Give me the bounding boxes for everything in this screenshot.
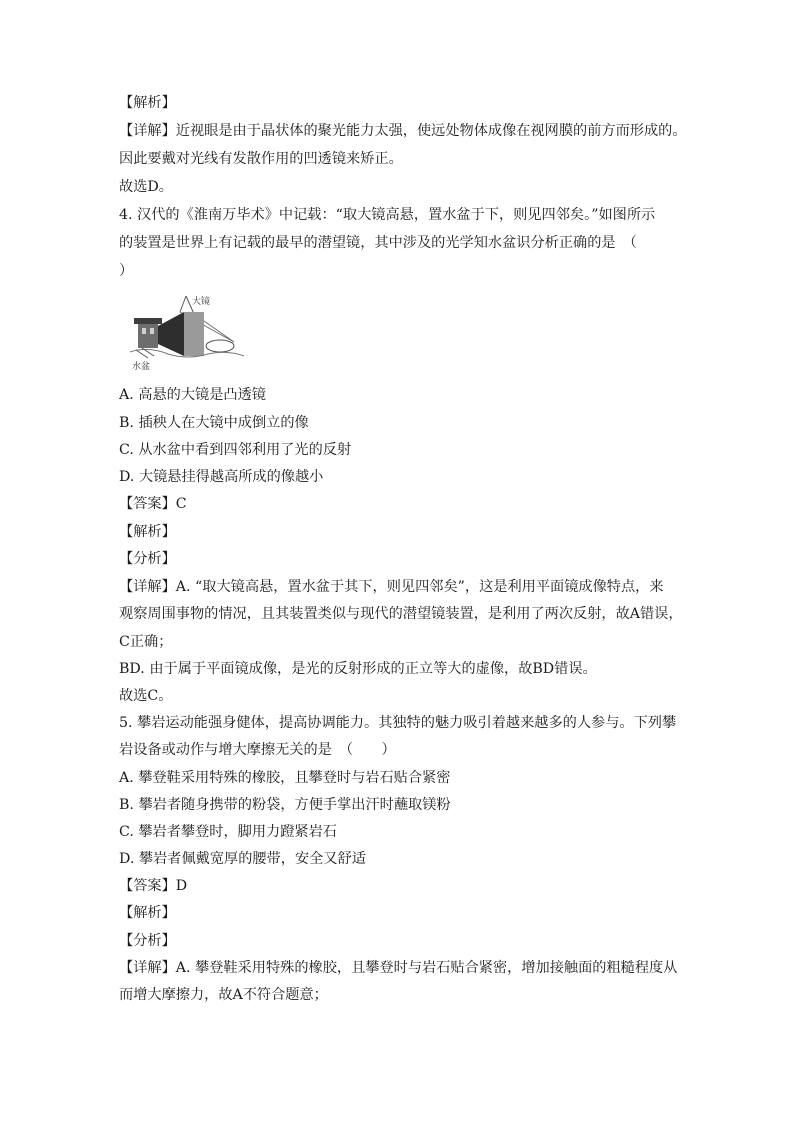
text-line: 【详解】近视眼是由于晶状体的聚光能力太强，使远处物体成像在视网膜的前方而形成的。: [119, 123, 687, 139]
figure-label-basin: 水盆: [132, 362, 151, 372]
option-a: A. 高悬的大镜是凸透镜: [119, 387, 266, 403]
option-c: C. 从水盆中看到四邻利用了光的反射: [119, 442, 352, 458]
answer-label: 【答案】C: [119, 496, 187, 512]
question-5-stem: 岩设备或动作与增大摩擦无关的是 （ ）: [119, 742, 396, 758]
text-line: 【解析】: [119, 95, 176, 111]
option-d: D. 大镜悬挂得越高所成的像越小: [119, 469, 324, 485]
text-line: 故选D。: [119, 179, 173, 195]
text-line: 【详解】A. “取大镜高悬，置水盆于其下，则见四邻矣”，这是利用平面镜成像特点，来: [119, 579, 664, 595]
text-line: 【分析】: [119, 933, 176, 949]
option-c: C. 攀岩者攀登时，脚用力蹬紧岩石: [119, 824, 337, 840]
option-b: B. 攀岩者随身携带的粉袋，方便手掌出汗时蘸取镁粉: [119, 797, 451, 813]
text-line: 因此要戴对光线有发散作用的凹透镜来矫正。: [119, 151, 403, 167]
periscope-figure: [128, 290, 246, 372]
option-d: D. 攀岩者佩戴宽厚的腰带，安全又舒适: [119, 851, 366, 867]
question-4-stem: ）: [119, 263, 134, 279]
text-line: 【详解】A. 攀登鞋采用特殊的橡胶，且攀登时与岩石贴合紧密，增加接触面的粗糙程度从: [119, 960, 678, 976]
text-line: 而增大摩擦力，故A不符合题意；: [119, 987, 328, 1003]
text-line: BD. 由于属于平面镜成像，是光的反射形成的正立等大的虚像，故BD错误。: [119, 661, 597, 677]
figure-label-mirror: 大镜: [192, 297, 211, 307]
question-4-stem: 4. 汉代的《淮南万毕术》中记载：“取大镜高悬，置水盆于下，则见四邻矣。”如图所示: [119, 207, 656, 223]
option-a: A. 攀登鞋采用特殊的橡胶，且攀登时与岩石贴合紧密: [119, 770, 451, 786]
question-5-stem: 5. 攀岩运动能强身健体，提高协调能力。其独特的魅力吸引着越来越多的人参与。下列攀: [119, 715, 677, 731]
text-line: 故选C。: [119, 688, 173, 704]
text-line: 【解析】: [119, 524, 176, 540]
text-line: 【解析】: [119, 905, 176, 921]
text-line: C正确；: [119, 634, 173, 650]
question-4-stem: 的装置是世界上有记载的最早的潜望镜，其中涉及的光学知水盆识分析正确的是 （: [119, 235, 637, 251]
text-line: 观察周围事物的情况，且其装置类似与现代的潜望镜装置，是利用了两次反射，故A错误，: [119, 606, 683, 622]
answer-label: 【答案】D: [119, 878, 188, 894]
option-b: B. 插秧人在大镜中成倒立的像: [119, 415, 309, 431]
text-line: 【分析】: [119, 551, 176, 567]
